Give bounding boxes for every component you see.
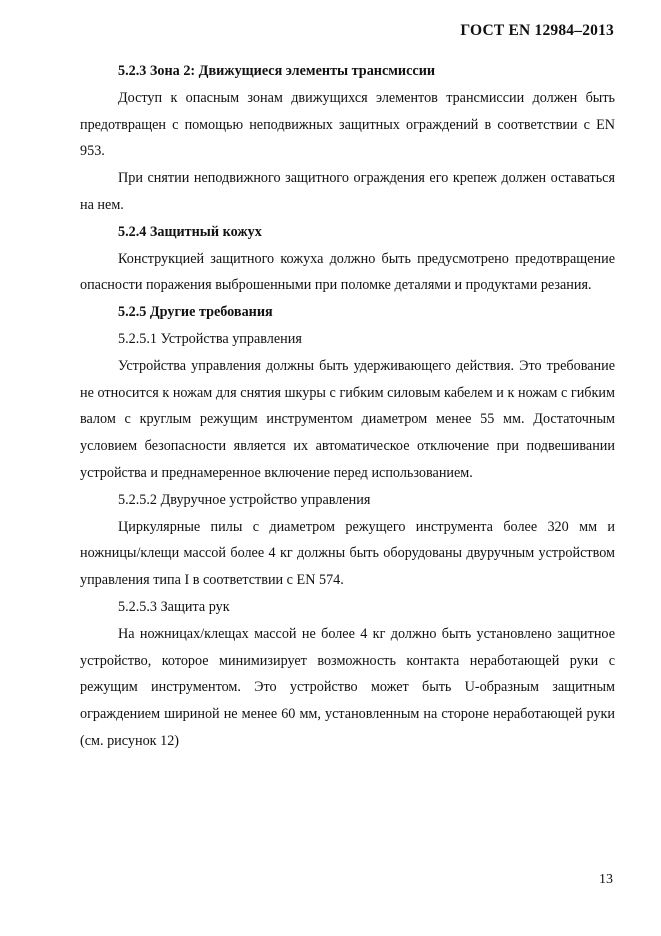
section-heading-5-2-3: 5.2.3 Зона 2: Движущиеся элементы трансмиссии — [118, 63, 436, 79]
paragraph: Доступ к опасным зонам движущихся элементов трансмиссии должен быть предотвращен с помощью неподвижных защитных ограждений в соответствии с EN 953. — [80, 89, 615, 160]
paragraph: Конструкцией защитного кожуха должно быть предусмотрено предотвращение опасности поражения выброшенными при поломке деталями и продуктами резания. — [80, 250, 615, 294]
subsection-title-5-2-5-3: 5.2.5.3 Защита рук — [118, 598, 230, 615]
subsection-title-5-2-5-1: 5.2.5.1 Устройства управления — [118, 330, 302, 347]
paragraph: При снятии неподвижного защитного ограждения его крепеж должен оставаться на нем. — [80, 170, 615, 213]
paragraph: Устройства управления должны быть удерживающего действия. Это требование не относится к ножам для снятия шкуры с гибким силовым кабелем и к ножам с гибким валом с круглым режущим инструментом диаметром менее 55 мм. Достаточным условием безопасности является их автоматическое отключение при подвешивании устройства и преднамеренное включение перед использованием. — [80, 357, 615, 481]
page-body — [80, 58, 615, 755]
page-number: 13 — [599, 872, 613, 887]
section-heading-5-2-4: 5.2.4 Защитный кожух — [118, 223, 262, 240]
subsection-title-5-2-5-2: 5.2.5.2 Двуручное устройство управления — [118, 491, 371, 508]
section-heading-5-2-5: 5.2.5 Другие требования — [118, 304, 273, 321]
paragraph: Циркулярные пилы с диаметром режущего инструмента более 320 мм и ножницы/клещи массой более 4 кг должны быть оборудованы двуручным устройством управления типа I в соответствии с EN 574. — [80, 518, 615, 589]
paragraph: На ножницах/клещах массой не более 4 кг должно быть установлено защитное устройство, которое минимизирует возможность контакта неработающей руки с режущим инструментом. Это устройство может быть U-образным защитным ограждением шириной не менее 60 мм, установленным на стороне неработающей руки (см. рисунок 12) — [80, 625, 615, 749]
document-code: ГОСТ EN 12984–2013 — [460, 22, 614, 39]
